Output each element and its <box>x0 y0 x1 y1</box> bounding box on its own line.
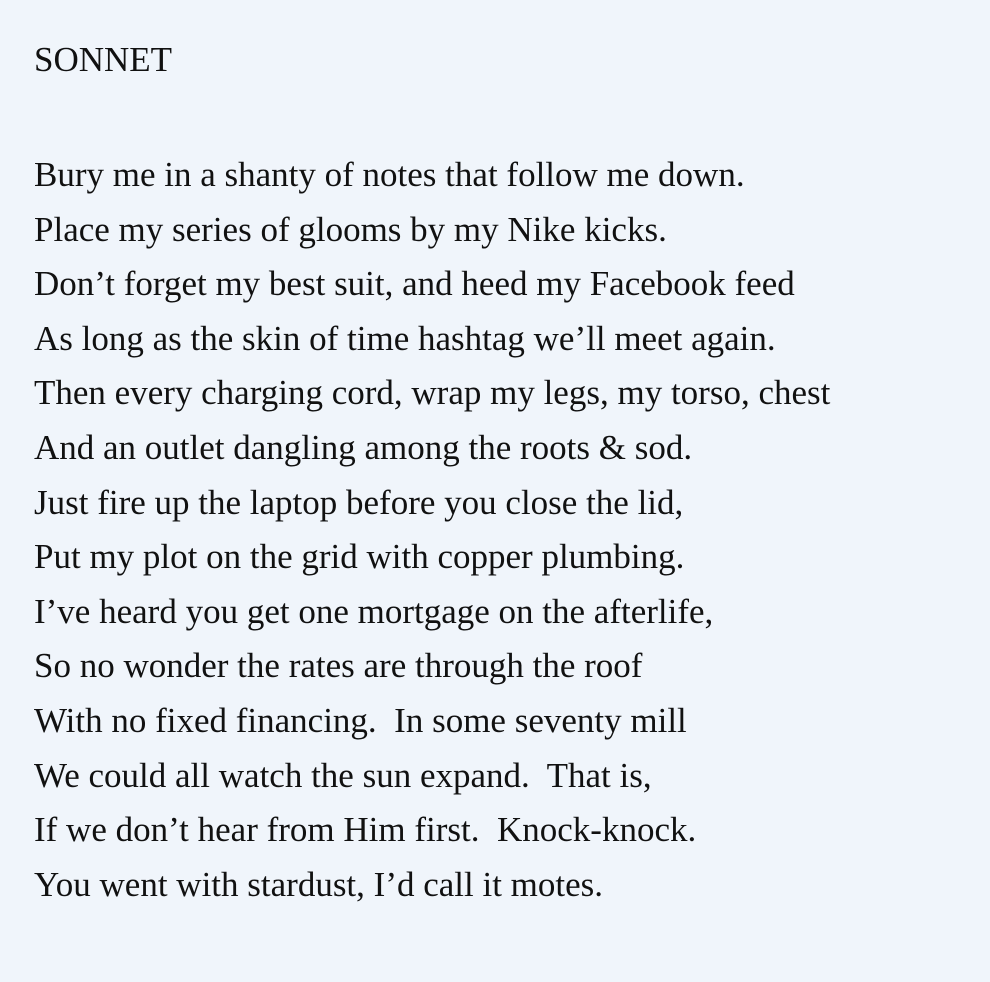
poem-line: As long as the skin of time hashtag we’ll meet again. <box>34 318 776 358</box>
poem-line: I’ve heard you get one mortgage on the afterlife, <box>34 591 714 631</box>
poem-line: If we don’t hear from Him first. Knock-knock. <box>34 810 697 850</box>
poem-line: Don’t forget my best suit, and heed my Facebook feed <box>34 264 795 304</box>
poem-line: Then every charging cord, wrap my legs, my torso, chest <box>34 373 831 413</box>
poem-line: Bury me in a shanty of notes that follow me down. <box>34 155 745 194</box>
poem-line: So no wonder the rates are through the roof <box>34 646 643 686</box>
poem-line: You went with stardust, I’d call it motes. <box>34 864 604 904</box>
poem-line: Put my plot on the grid with copper plumbing. <box>34 537 685 577</box>
poem-line: With no fixed financing. In some seventy mill <box>34 700 687 740</box>
poem-title: SONNET <box>34 40 173 79</box>
poem-body <box>34 148 990 912</box>
poem-line: Place my series of glooms by my Nike kicks. <box>34 209 667 249</box>
poem-line: We could all watch the sun expand. That is, <box>34 755 652 795</box>
poem-line: Just fire up the laptop before you close the lid, <box>34 482 684 522</box>
poem-line: And an outlet dangling among the roots & sod. <box>34 427 693 467</box>
